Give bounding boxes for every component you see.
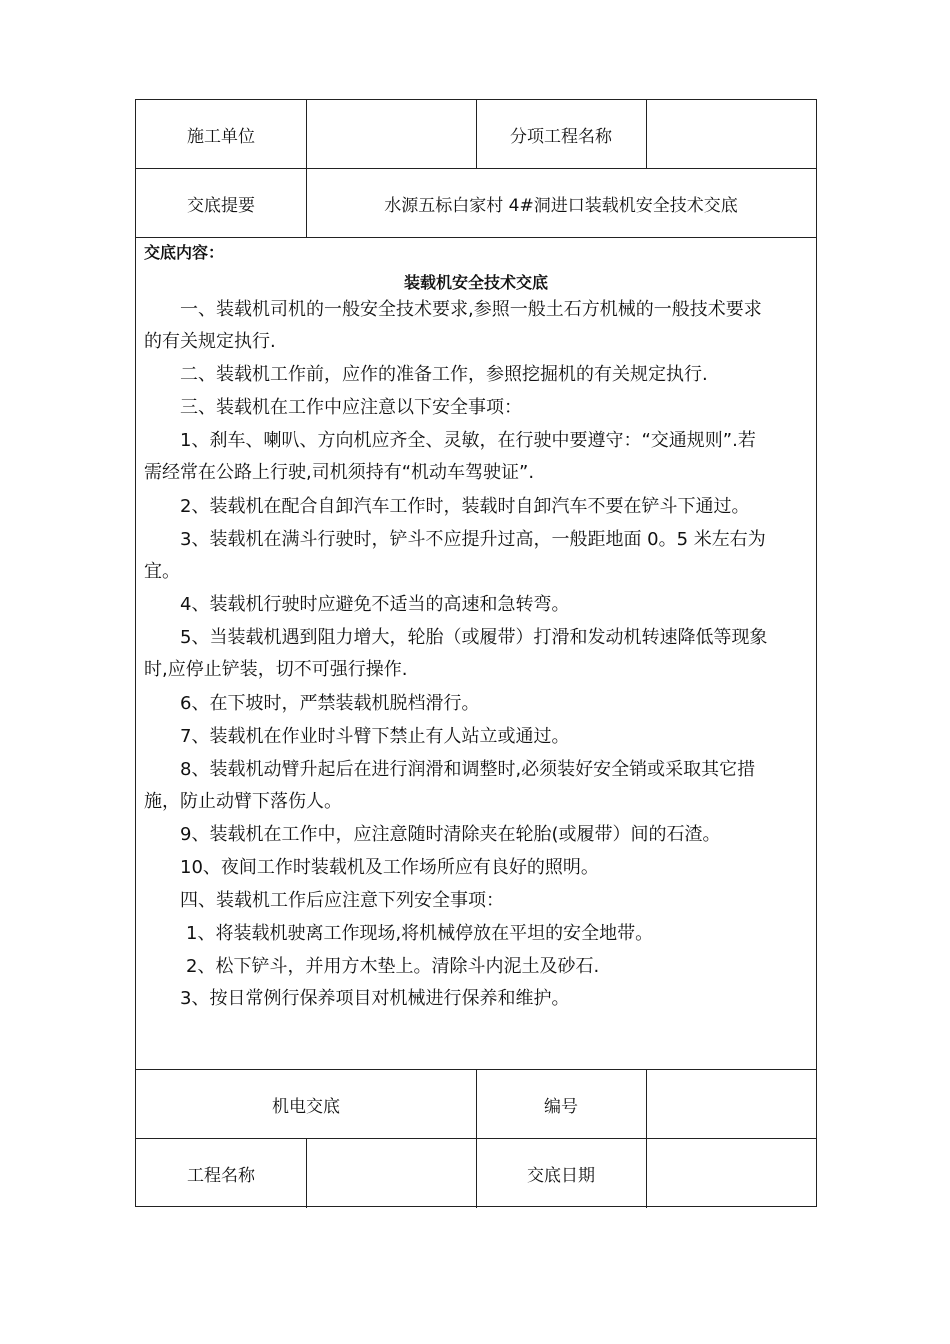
content-line: 3、装载机在满斗行驶时，铲斗不应提升过高，一般距地面 0。5 米左右为 (180, 529, 766, 550)
content-section (136, 238, 816, 1070)
number-value (646, 1070, 816, 1138)
unit-value (306, 100, 476, 168)
summary-value: 水源五标白家村 4#洞进口装载机安全技术交底 (384, 195, 738, 216)
content-line: 9、装载机在工作中，应注意随时清除夹在轮胎(或履带）间的石渣。 (180, 824, 721, 845)
content-line: 10、夜间工作时装载机及工作场所应有良好的照明。 (180, 857, 599, 878)
content-line: 5、当装载机遇到阻力增大，轮胎（或履带）打滑和发动机转速降低等现象 (180, 627, 768, 648)
content-line: 时,应停止铲装，切不可强行操作. (144, 659, 408, 680)
content-line: 3、按日常例行保养项目对机械进行保养和维护。 (180, 988, 570, 1009)
content-line: 需经常在公路上行驶,司机须持有“机动车驾驶证”. (144, 462, 535, 483)
project-value (306, 1139, 476, 1208)
content-line: 宜。 (144, 561, 180, 582)
project-label: 工程名称 (187, 1166, 255, 1186)
disclosure-form (135, 99, 817, 1207)
content-line: 1、刹车、喇叭、方向机应齐全、灵敏，在行驶中要遵守：“交通规则”.若 (180, 430, 756, 451)
subproject-label: 分项工程名称 (510, 126, 612, 147)
content-line: 二、装载机工作前，应作的准备工作，参照挖掘机的有关规定执行. (180, 364, 708, 385)
content-line: 8、装载机动臂升起后在进行润滑和调整时,必须装好安全销或采取其它措 (180, 759, 756, 780)
header-row-summary (136, 169, 816, 238)
footer-row-disclosure (136, 1070, 816, 1139)
content-line: 一、装载机司机的一般安全技术要求,参照一般土石方机械的一般技术要求 (180, 299, 762, 320)
content-line: 4、装载机行驶时应避免不适当的高速和急转弯。 (180, 594, 570, 615)
content-line: 的有关规定执行. (144, 331, 276, 352)
unit-label: 施工单位 (187, 126, 255, 147)
date-value (646, 1139, 816, 1208)
content-label: 交底内容： (144, 243, 225, 262)
content-line: 施，防止动臂下落伤人。 (144, 791, 342, 812)
content-title: 装载机安全技术交底 (403, 273, 548, 292)
header-row-unit (136, 100, 816, 169)
content-line: 7、装载机在作业时斗臂下禁止有人站立或通过。 (180, 726, 570, 747)
disclosure-label: 机电交底 (272, 1096, 340, 1117)
content-line: 四、装载机工作后应注意下列安全事项： (180, 890, 504, 911)
content-line: 2、装载机在配合自卸汽车工作时，装载时自卸汽车不要在铲斗下通过。 (180, 496, 750, 517)
content-line: 1、将装载机驶离工作现场,将机械停放在平坦的安全地带。 (186, 923, 654, 944)
subproject-value (646, 100, 816, 168)
summary-label: 交底提要 (187, 195, 255, 216)
number-label: 编号 (544, 1096, 578, 1117)
content-line: 6、在下坡时，严禁装载机脱档滑行。 (180, 693, 480, 714)
footer-row-project (136, 1139, 816, 1208)
date-label: 交底日期 (527, 1166, 595, 1186)
content-line: 三、装载机在工作中应注意以下安全事项： (180, 397, 522, 418)
content-line: 2、松下铲斗，并用方木垫上。清除斗内泥土及砂石. (186, 956, 600, 977)
